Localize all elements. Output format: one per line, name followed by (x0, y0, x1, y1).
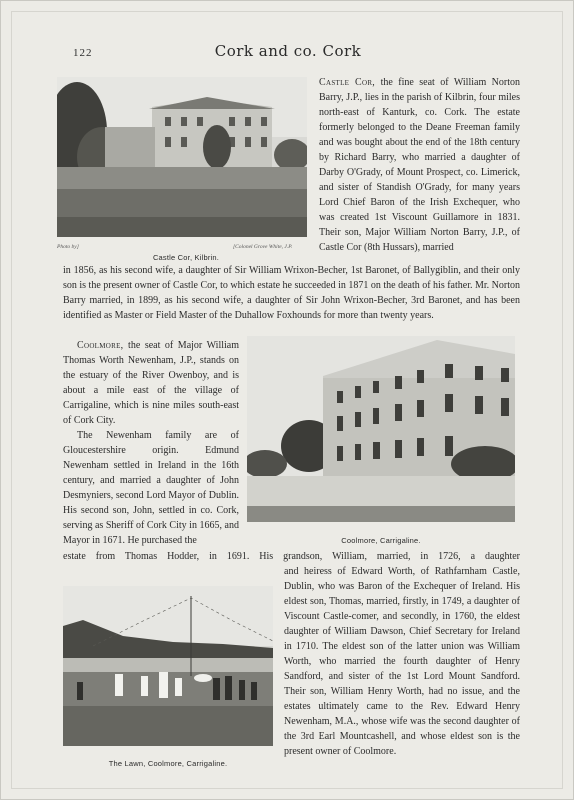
photo-credit-right: [Colonel Grove White, J.P. (233, 244, 293, 250)
page-number: 122 (73, 47, 93, 59)
photo-the-lawn (63, 586, 273, 746)
photo-castle-cor (57, 77, 307, 237)
text-coolmore: the seat of Major William Thomas Worth Newenham, J.P., stands on the estuary of the River Owenboy, and is about a mile east of the village of Carrigaline, which is nine miles south-east of Cork City. (63, 340, 239, 426)
paragraph-hodder-line: estate from Thomas Hodder, in 1691. His grandson, William, married, in 1726, a daughter (63, 551, 520, 562)
paragraph-castle-cor-full: in 1856, as his second wife, a daughter of Sir William Wrixon-Becher, 1st Baronet, of Ballygiblin, and their only son is the present owner of Castle Cor, to which estate he succeeded in 1871 on the death of his father. Mr. Norton Barry married, in 1899, as his second wife, a daughter of Sir John Wrixon-Becher, 3rd Baronet, and has been identified as Master or Field Master of the Duhallow Foxhounds for more than twenty years. (63, 265, 520, 321)
paragraph-worth-lineage: and heiress of Edward Worth, of Rathfarnham Castle, Dublin, who was Baron of the Exchequer of Ireland. His eldest son, Thomas, married, firstly, in 1749, a daughter of Viscount Castle-comer, and secondly, in 1760, the eldest daughter of William Dawson, Chief Secretary for Ireland in 1710. The eldest son of the latter union was William Worth, who married the fourth daughter of Henry Sandford, and sister of the 1st Lord Mount Sandford. Their son, William Henry Worth, had no issue, and the estates ultimately came to the Rev. Edward Henry Newenham, M.A., whose wife was the second daughter of the 3rd Earl Mountcashell, and whose eldest son is the present owner of Coolmore. (284, 566, 520, 757)
photo-coolmore (247, 336, 515, 522)
caption-coolmore: Coolmore, Carrigaline. (341, 536, 421, 545)
text-castle-cor-column: the fine seat of William Norton Barry, J.P., lies in the parish of Kilbrin, four miles north-east of Kanturk, co. Cork. The estate formerly belonged to the Deane Freeman family and was bought about the end of the 18th century by Richard Barry, who married a daughter of Darby O'Grady, of Mount Prospect, co. Limerick, and sister of Standish O'Grady, for many years Lord Chief Baron of the Irish Exchequer, who was created 1st Viscount Guillamore in 1831. Their son, Major William Norton Barry, J.P., of Castle Cor (8th Hussars), married (319, 77, 521, 253)
photo-credit-left: Photo by] (57, 244, 79, 250)
caption-the-lawn: The Lawn, Coolmore, Carrigaline. (108, 759, 228, 768)
paragraph-castle-cor-column (319, 75, 520, 255)
paragraph-coolmore (63, 338, 239, 428)
lead-coolmore: Coolmore, (77, 340, 124, 351)
paragraph-newenham-family: The Newenham family are of Gloucestershire origin. Edmund Newenham settled in Ireland in the 16th century, and married a daughter of John Desmyniers, second Lord Mayor of Dublin. His second son, John, settled in co. Cork, serving as Sheriff of Cork City in 1665, and Mayor in 1671. He purchased the (63, 430, 239, 546)
running-head: Cork and co. Cork (214, 42, 362, 60)
caption-castle-cor: Castle Cor, Kilbrin. (152, 253, 220, 262)
lead-castle-cor: Castle Cor, (319, 77, 376, 88)
